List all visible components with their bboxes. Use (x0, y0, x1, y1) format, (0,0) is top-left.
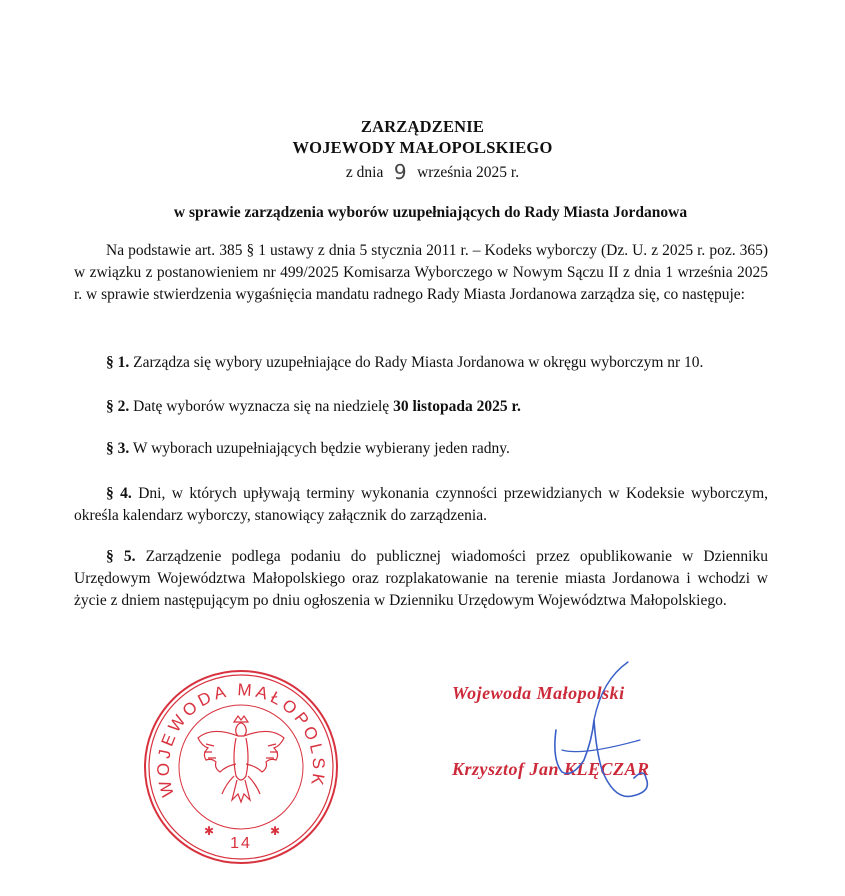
document-subject: w sprawie zarządzenia wyborów uzupełniających do Rady Miasta Jordanowa (173, 204, 688, 221)
date-prefix: z dnia (345, 164, 384, 181)
signature-block (452, 675, 712, 835)
paragraph-text: Dni, w których upływają terminy wykonania czynności przewidzianych w Kodeksie wyborczym, określa kalendarz wyborczy, stanowiący załącznik do zarządzenia. (74, 485, 769, 524)
date-suffix: września 2025 r. (417, 164, 520, 181)
paragraph-text: W wyborach uzupełniających będzie wybierany jeden radny. (132, 440, 510, 457)
paragraph-number: § 2. (106, 398, 130, 415)
paragraph-number: § 3. (106, 440, 130, 457)
paragraph-3 (74, 438, 768, 460)
paragraph-1 (74, 352, 768, 374)
paragraph-text: Zarządza się wybory uzupełniające do Rady Miasta Jordanowa w okręgu wyborczym nr 10. (133, 354, 704, 371)
signatory-office-stamp: Wojewoda Małopolski (452, 683, 625, 703)
paragraph-4 (74, 483, 768, 527)
paragraph-number: § 1. (106, 354, 130, 371)
document-date (10, 158, 845, 182)
seal-text: WOJEWODA MAŁOPOLSK (153, 680, 329, 799)
paragraph-text: Zarządzenie podlega podaniu do publicznej wiadomości przez opublikowanie w Dzienniku Urzędowym Województwa Małopolskiego oraz rozplakatowanie na terenie miasta Jordanowa i wchodzi w życie z dniem następującym po dniu ogłoszenia w Dzienniku Urzędowym Województwa Małopolskiego. (74, 548, 768, 609)
document-issuer: WOJEWODY MAŁOPOLSKIEGO (292, 138, 553, 157)
preamble (74, 240, 768, 306)
paragraph-2 (74, 396, 768, 418)
handwritten-signature (522, 660, 672, 820)
seal-graphic (142, 668, 340, 866)
document-title: ZARZĄDZENIE (360, 117, 485, 136)
date-day-handwritten: 9 (393, 160, 407, 184)
official-seal (142, 668, 340, 866)
paragraph-5 (74, 546, 768, 612)
paragraph-text: Datę wyborów wyznacza się na niedzielę (133, 398, 390, 415)
seal-number: 14 (230, 835, 252, 852)
signatory-name-stamp: Krzysztof Jan KLĘCZAR (452, 759, 650, 779)
election-date: 30 listopada 2025 r. (393, 398, 521, 415)
paragraph-number: § 4. (106, 485, 132, 502)
paragraph-number: § 5. (106, 548, 136, 565)
seal-star-right: ✱ (270, 824, 281, 838)
preamble-text: Na podstawie art. 385 § 1 ustawy z dnia 5 stycznia 2011 r. – Kodeks wyborczy (Dz. U. z 2025 r. poz. 365) w związku z postanowieniem nr 499/2025 Komisarza Wyborczego w Nowym Sączu II z dnia 1 września 2025 r. w sprawie stwierdzenia wygaśnięcia mandatu radnego Rady Miasta Jordanowa zarządza się, co następuje: (74, 242, 768, 303)
seal-star-left: ✱ (204, 824, 215, 838)
eagle-emblem (198, 716, 284, 802)
